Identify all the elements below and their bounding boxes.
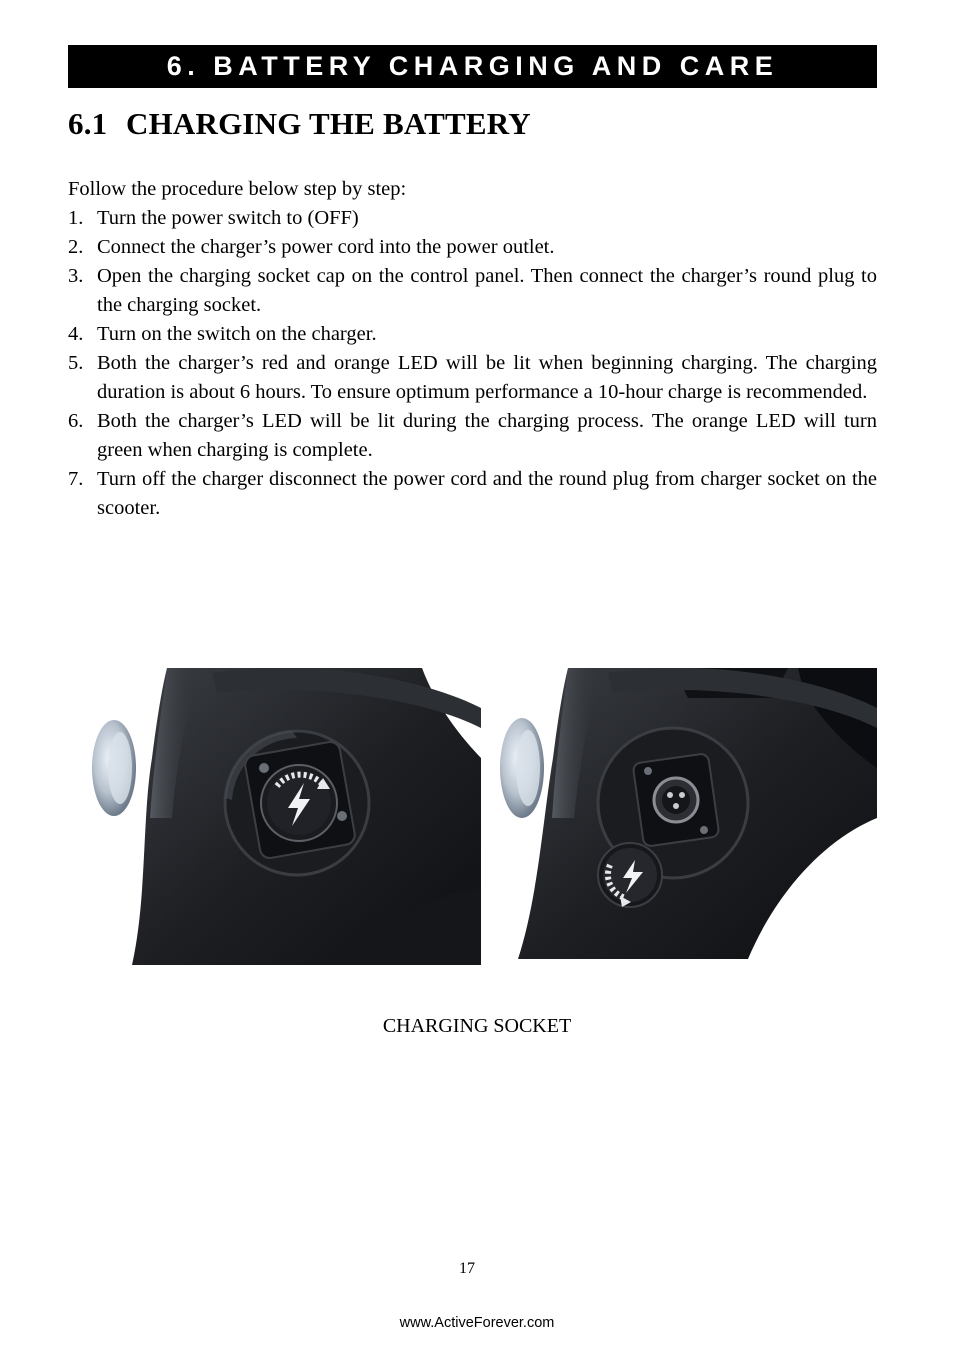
section-header-title: 6. BATTERY CHARGING AND CARE: [166, 51, 779, 81]
figure-caption: CHARGING SOCKET: [382, 1015, 572, 1037]
step-number: 2.: [68, 236, 84, 258]
section-header-bar: [68, 45, 877, 88]
step-number: 7.: [68, 468, 84, 490]
step-item: [68, 465, 877, 523]
step-number: 5.: [68, 352, 84, 374]
step-text: Open the charging socket cap on the control panel. Then connect the charger’s round plug to the charging socket.: [97, 265, 877, 316]
step-number: 1.: [68, 207, 84, 229]
step-number: 3.: [68, 265, 84, 287]
step-item: [68, 233, 877, 262]
step-number: 6.: [68, 410, 84, 432]
subsection-title: CHARGING THE BATTERY: [126, 106, 531, 141]
step-text: Connect the charger’s power cord into the power outlet.: [97, 236, 555, 258]
step-text: Turn off the charger disconnect the power cord and the round plug from charger socket on the scooter.: [97, 468, 877, 519]
step-item: [68, 349, 877, 407]
steps-list: [68, 204, 877, 523]
photo-charging-socket-open: [498, 668, 877, 959]
intro-text: Follow the procedure below step by step:: [68, 178, 407, 200]
step-text: Both the charger’s red and orange LED will be lit when beginning charging. The charging duration is about 6 hours. To ensure optimum performance a 10-hour charge is recommended.: [97, 352, 877, 403]
step-item: [68, 204, 877, 233]
step-text: Both the charger’s LED will be lit during the charging process. The orange LED will turn green when charging is complete.: [97, 410, 877, 461]
subsection-heading: [68, 106, 531, 142]
step-item: [68, 262, 877, 320]
step-item: [68, 320, 877, 349]
step-text: Turn on the switch on the charger.: [97, 323, 377, 345]
step-item: [68, 407, 877, 465]
step-number: 4.: [68, 323, 84, 345]
subsection-number: 6.1: [68, 106, 108, 141]
page-number: 17: [459, 1260, 475, 1277]
step-text: Turn the power switch to (OFF): [97, 207, 359, 229]
footer-url: www.ActiveForever.com: [399, 1315, 555, 1331]
photo-charging-socket-closed: [92, 668, 481, 965]
